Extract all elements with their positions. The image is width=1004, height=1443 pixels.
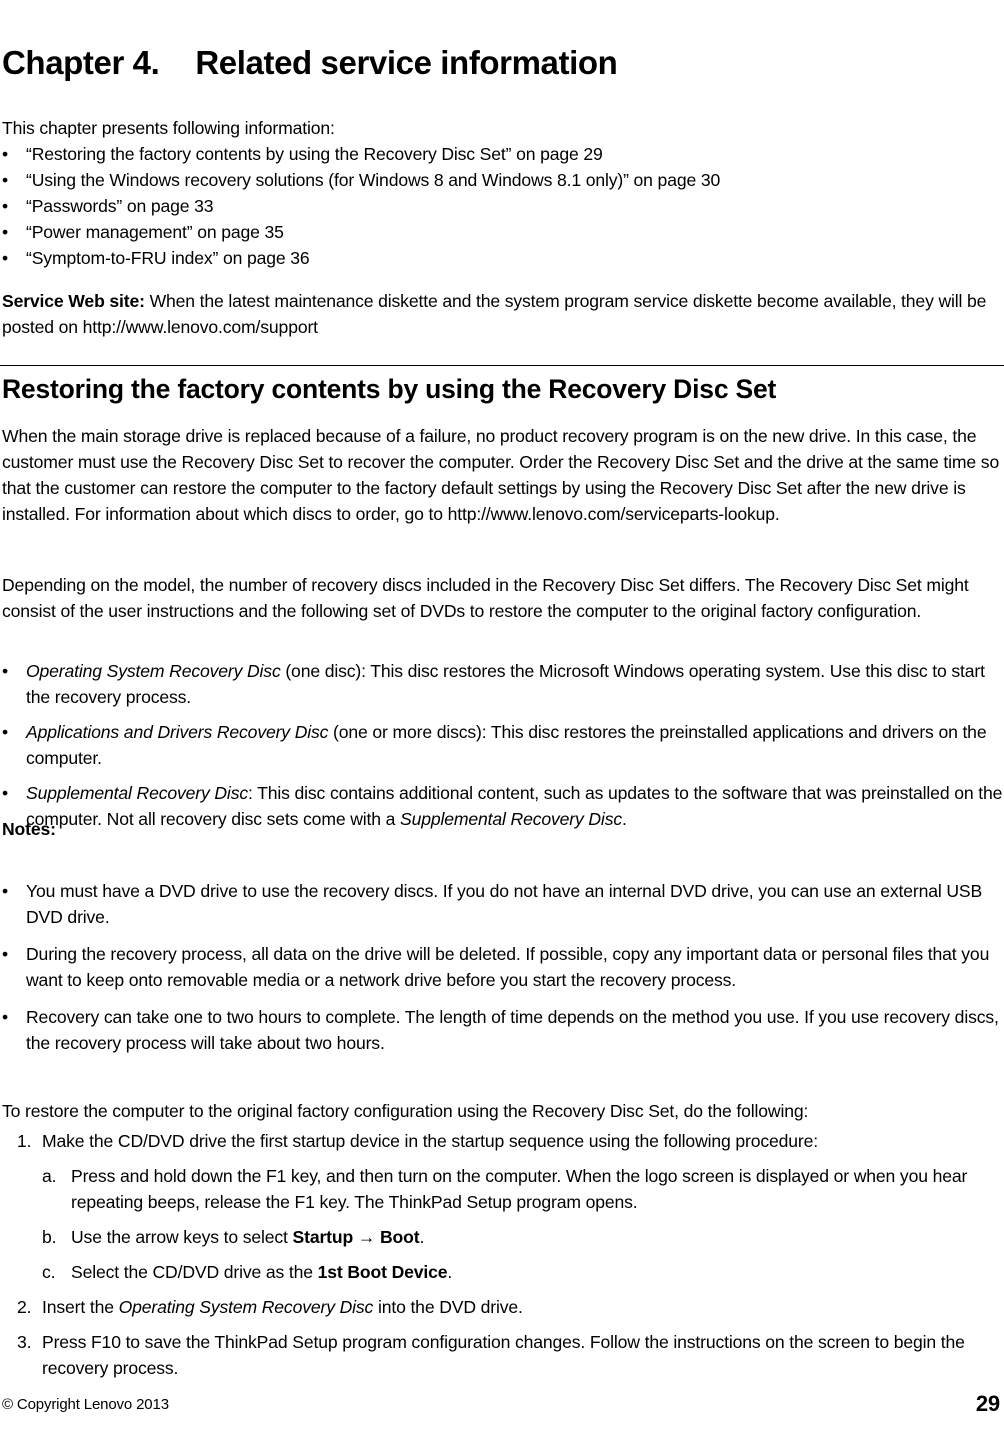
list-item	[2, 1004, 1004, 1056]
disc-list	[2, 658, 1004, 841]
section-paragraph-1: When the main storage drive is replaced because of a failure, no product recovery program is on the new drive. In this case, the customer must use the Recovery Disc Set to recover the computer. Order the Recovery Disc Set and the drive at the same time so that the customer can restore the computer to the factory default settings by using the Recovery Disc Set after the new drive is installed. For information about which discs to order, go to http://www.lenovo.com/serviceparts-lookup.	[2, 426, 1000, 524]
list-item	[2, 878, 1004, 930]
step-1c: c. Select the CD/DVD drive as the 1st Boot Device.	[2, 1259, 1004, 1285]
bullet-marker: •	[2, 783, 9, 803]
menu-boot: Boot	[379, 1227, 420, 1247]
chapter-label: Chapter 4.	[2, 44, 160, 81]
step-1b: b. Use the arrow keys to select Startup → Boot.	[2, 1224, 1004, 1250]
bullet-marker: •	[2, 248, 9, 268]
step-2: 2. Insert the Operating System Recovery Disc into the DVD drive.	[2, 1294, 1004, 1320]
bullet-marker: •	[2, 722, 9, 742]
toc-link-passwords[interactable]: • “Passwords” on page 33	[2, 193, 1004, 219]
chapter-heading	[2, 44, 1004, 82]
step-letter: c.	[42, 1262, 56, 1282]
step-number: 2.	[17, 1297, 32, 1317]
step-1	[2, 1128, 1004, 1154]
step-text: Press and hold down the F1 key, and then turn on the computer. When the logo screen is displayed or when you hear repeating beeps, release the F1 key. The ThinkPad Setup program opens.	[71, 1166, 968, 1212]
step-3	[2, 1329, 1004, 1381]
service-website-paragraph	[2, 288, 1004, 340]
bullet-marker: •	[2, 170, 9, 190]
step-number: 3.	[17, 1332, 32, 1352]
step-1a	[2, 1163, 1004, 1215]
toc-link-windows-recovery[interactable]: • “Using the Windows recovery solutions (for Windows 8 and Windows 8.1 only)” on page 30	[2, 167, 1004, 193]
menu-startup: Startup	[292, 1227, 354, 1247]
disc-description: (one disc): This disc restores the Microsoft Windows operating system. Use this disc to start the recovery process.	[26, 661, 985, 707]
bullet-marker: •	[2, 222, 9, 242]
toc-link-symptom-fru[interactable]: • “Symptom-to-FRU index” on page 36	[2, 245, 1004, 271]
disc-name: Supplemental Recovery Disc	[26, 783, 248, 803]
toc-link-power-management[interactable]: • “Power management” on page 35	[2, 219, 1004, 245]
step-text: Make the CD/DVD drive the first startup device in the startup sequence using the following procedure:	[42, 1131, 819, 1151]
service-website-label: Service Web site:	[2, 291, 145, 311]
bullet-marker: •	[2, 196, 9, 216]
disc-name: Applications and Drivers Recovery Disc	[26, 722, 329, 742]
section-title: Restoring the factory contents by using the Recovery Disc Set	[2, 374, 777, 404]
page-number: 29	[975, 1391, 1000, 1416]
notes-label: Notes:	[2, 819, 56, 839]
note-text: Recovery can take one to two hours to complete. The length of time depends on the method you use. If you use recovery discs, the recovery process will take about two hours.	[26, 1007, 999, 1053]
list-item	[2, 719, 1004, 771]
arrow-right-icon: →	[353, 1227, 380, 1247]
list-item	[2, 658, 1004, 710]
section-divider	[0, 365, 1004, 366]
bullet-marker: •	[2, 144, 9, 164]
section-paragraph-2: Depending on the model, the number of recovery discs included in the Recovery Disc Set differs. The Recovery Disc Set might consist of the user instructions and the following set of DVDs to restore the computer to the original factory configuration.	[2, 575, 969, 621]
bullet-marker: •	[2, 661, 9, 681]
step-letter: b.	[42, 1227, 57, 1247]
bullet-marker: •	[2, 881, 9, 901]
intro-lead: This chapter presents following information:	[2, 118, 335, 138]
note-text: During the recovery process, all data on the drive will be deleted. If possible, copy any important data or personal files that you want to keep onto removable media or a network drive before you start the recovery process.	[26, 944, 990, 990]
disc-name-inline: Operating System Recovery Disc	[118, 1297, 374, 1317]
toc-link-restoring[interactable]: • “Restoring the factory contents by using the Recovery Disc Set” on page 29	[2, 141, 1004, 167]
procedure-intro: To restore the computer to the original factory configuration using the Recovery Disc Set, do the following:	[2, 1101, 809, 1121]
boot-device-label: 1st Boot Device	[317, 1262, 448, 1282]
list-item: • Supplemental Recovery Disc: This disc contains additional content, such as updates to the software that was preinstalled on the computer. Not all recovery disc sets come with a Supplemental Recovery Disc.	[2, 780, 1004, 832]
list-item	[2, 941, 1004, 993]
note-text: You must have a DVD drive to use the recovery discs. If you do not have an internal DVD drive, you can use an external USB DVD drive.	[26, 881, 983, 927]
disc-description: (one or more discs): This disc restores the preinstalled applications and drivers on the computer.	[26, 722, 987, 768]
notes-list	[2, 878, 1004, 1067]
bullet-marker: •	[2, 1007, 9, 1027]
step-number: 1.	[17, 1131, 32, 1151]
bullet-marker: •	[2, 944, 9, 964]
disc-name-inline: Supplemental Recovery Disc	[400, 809, 622, 829]
service-website-text: When the latest maintenance diskette and the system program service diskette become available, they will be posted on http://www.lenovo.com/support	[2, 291, 987, 337]
step-text: Press F10 to save the ThinkPad Setup program configuration changes. Follow the instructions on the screen to begin the recovery process.	[42, 1332, 965, 1378]
procedure-steps	[2, 1128, 1004, 1390]
disc-description: : This disc contains additional content, such as updates to the software that was preinstalled on the computer. Not all recovery disc sets come with a	[26, 783, 1003, 829]
disc-name: Operating System Recovery Disc	[26, 661, 281, 681]
step-letter: a.	[42, 1166, 57, 1186]
chapter-intro	[2, 115, 1004, 271]
chapter-title: Related service information	[195, 44, 618, 81]
copyright-notice: © Copyright Lenovo 2013	[2, 1396, 169, 1413]
